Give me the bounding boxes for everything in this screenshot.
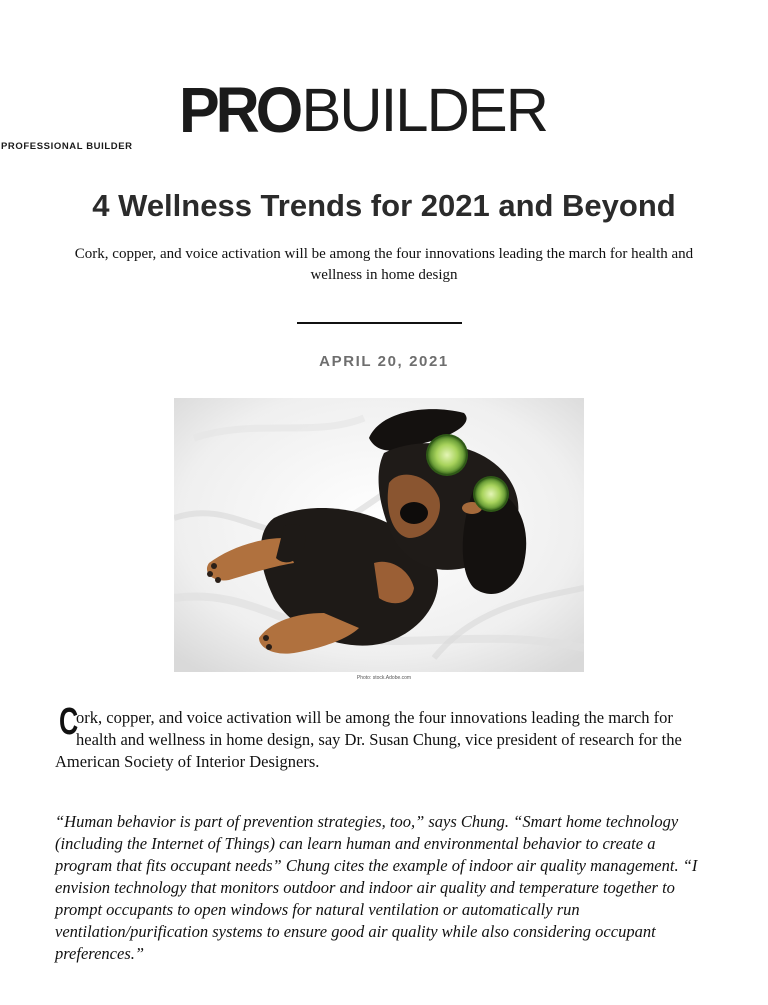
photo-credit: Photo: stock.Adobe.com bbox=[356, 675, 412, 681]
logo-pro: PRO bbox=[179, 74, 300, 146]
article-title: 4 Wellness Trends for 2021 and Beyond bbox=[92, 188, 676, 223]
lead-paragraph-text: ork, copper, and voice activation will be among the four innovations leading the march for health and wellness in home design, say Dr. Susan Chung, vice president of research for the American Society of Interior Designers. bbox=[55, 708, 682, 771]
publish-date: APRIL 20, 2021 bbox=[319, 353, 449, 370]
article-subtitle: Cork, copper, and voice activation will be among the four innovations leading the march for health and wellness in home design bbox=[74, 246, 694, 283]
dog-spa-illustration bbox=[174, 398, 584, 672]
title-divider bbox=[297, 322, 462, 324]
article-photo bbox=[174, 398, 584, 672]
lead-paragraph bbox=[55, 701, 715, 773]
drop-cap: C bbox=[59, 701, 79, 743]
logo-builder: BUILDER bbox=[301, 76, 548, 144]
quote-paragraph: “Human behavior is part of prevention strategies, too,” says Chung. “Smart home technology (including the Internet of Things) can learn human and environmental behavior to create a program that fits occupant needs” Chung cites the example of indoor air quality management. “I envision technology that monitors outdoor and indoor air quality and temperature together to prompt occupants to open windows for natural ventilation or automatically run ventilation/purification systems to ensure good air quality while also considering occupant preferences.” bbox=[55, 812, 698, 963]
probuilder-logo[interactable] bbox=[179, 74, 574, 156]
logo-wordmark bbox=[179, 74, 550, 146]
logo-tagline: PROFESSIONAL BUILDER bbox=[1, 141, 133, 152]
